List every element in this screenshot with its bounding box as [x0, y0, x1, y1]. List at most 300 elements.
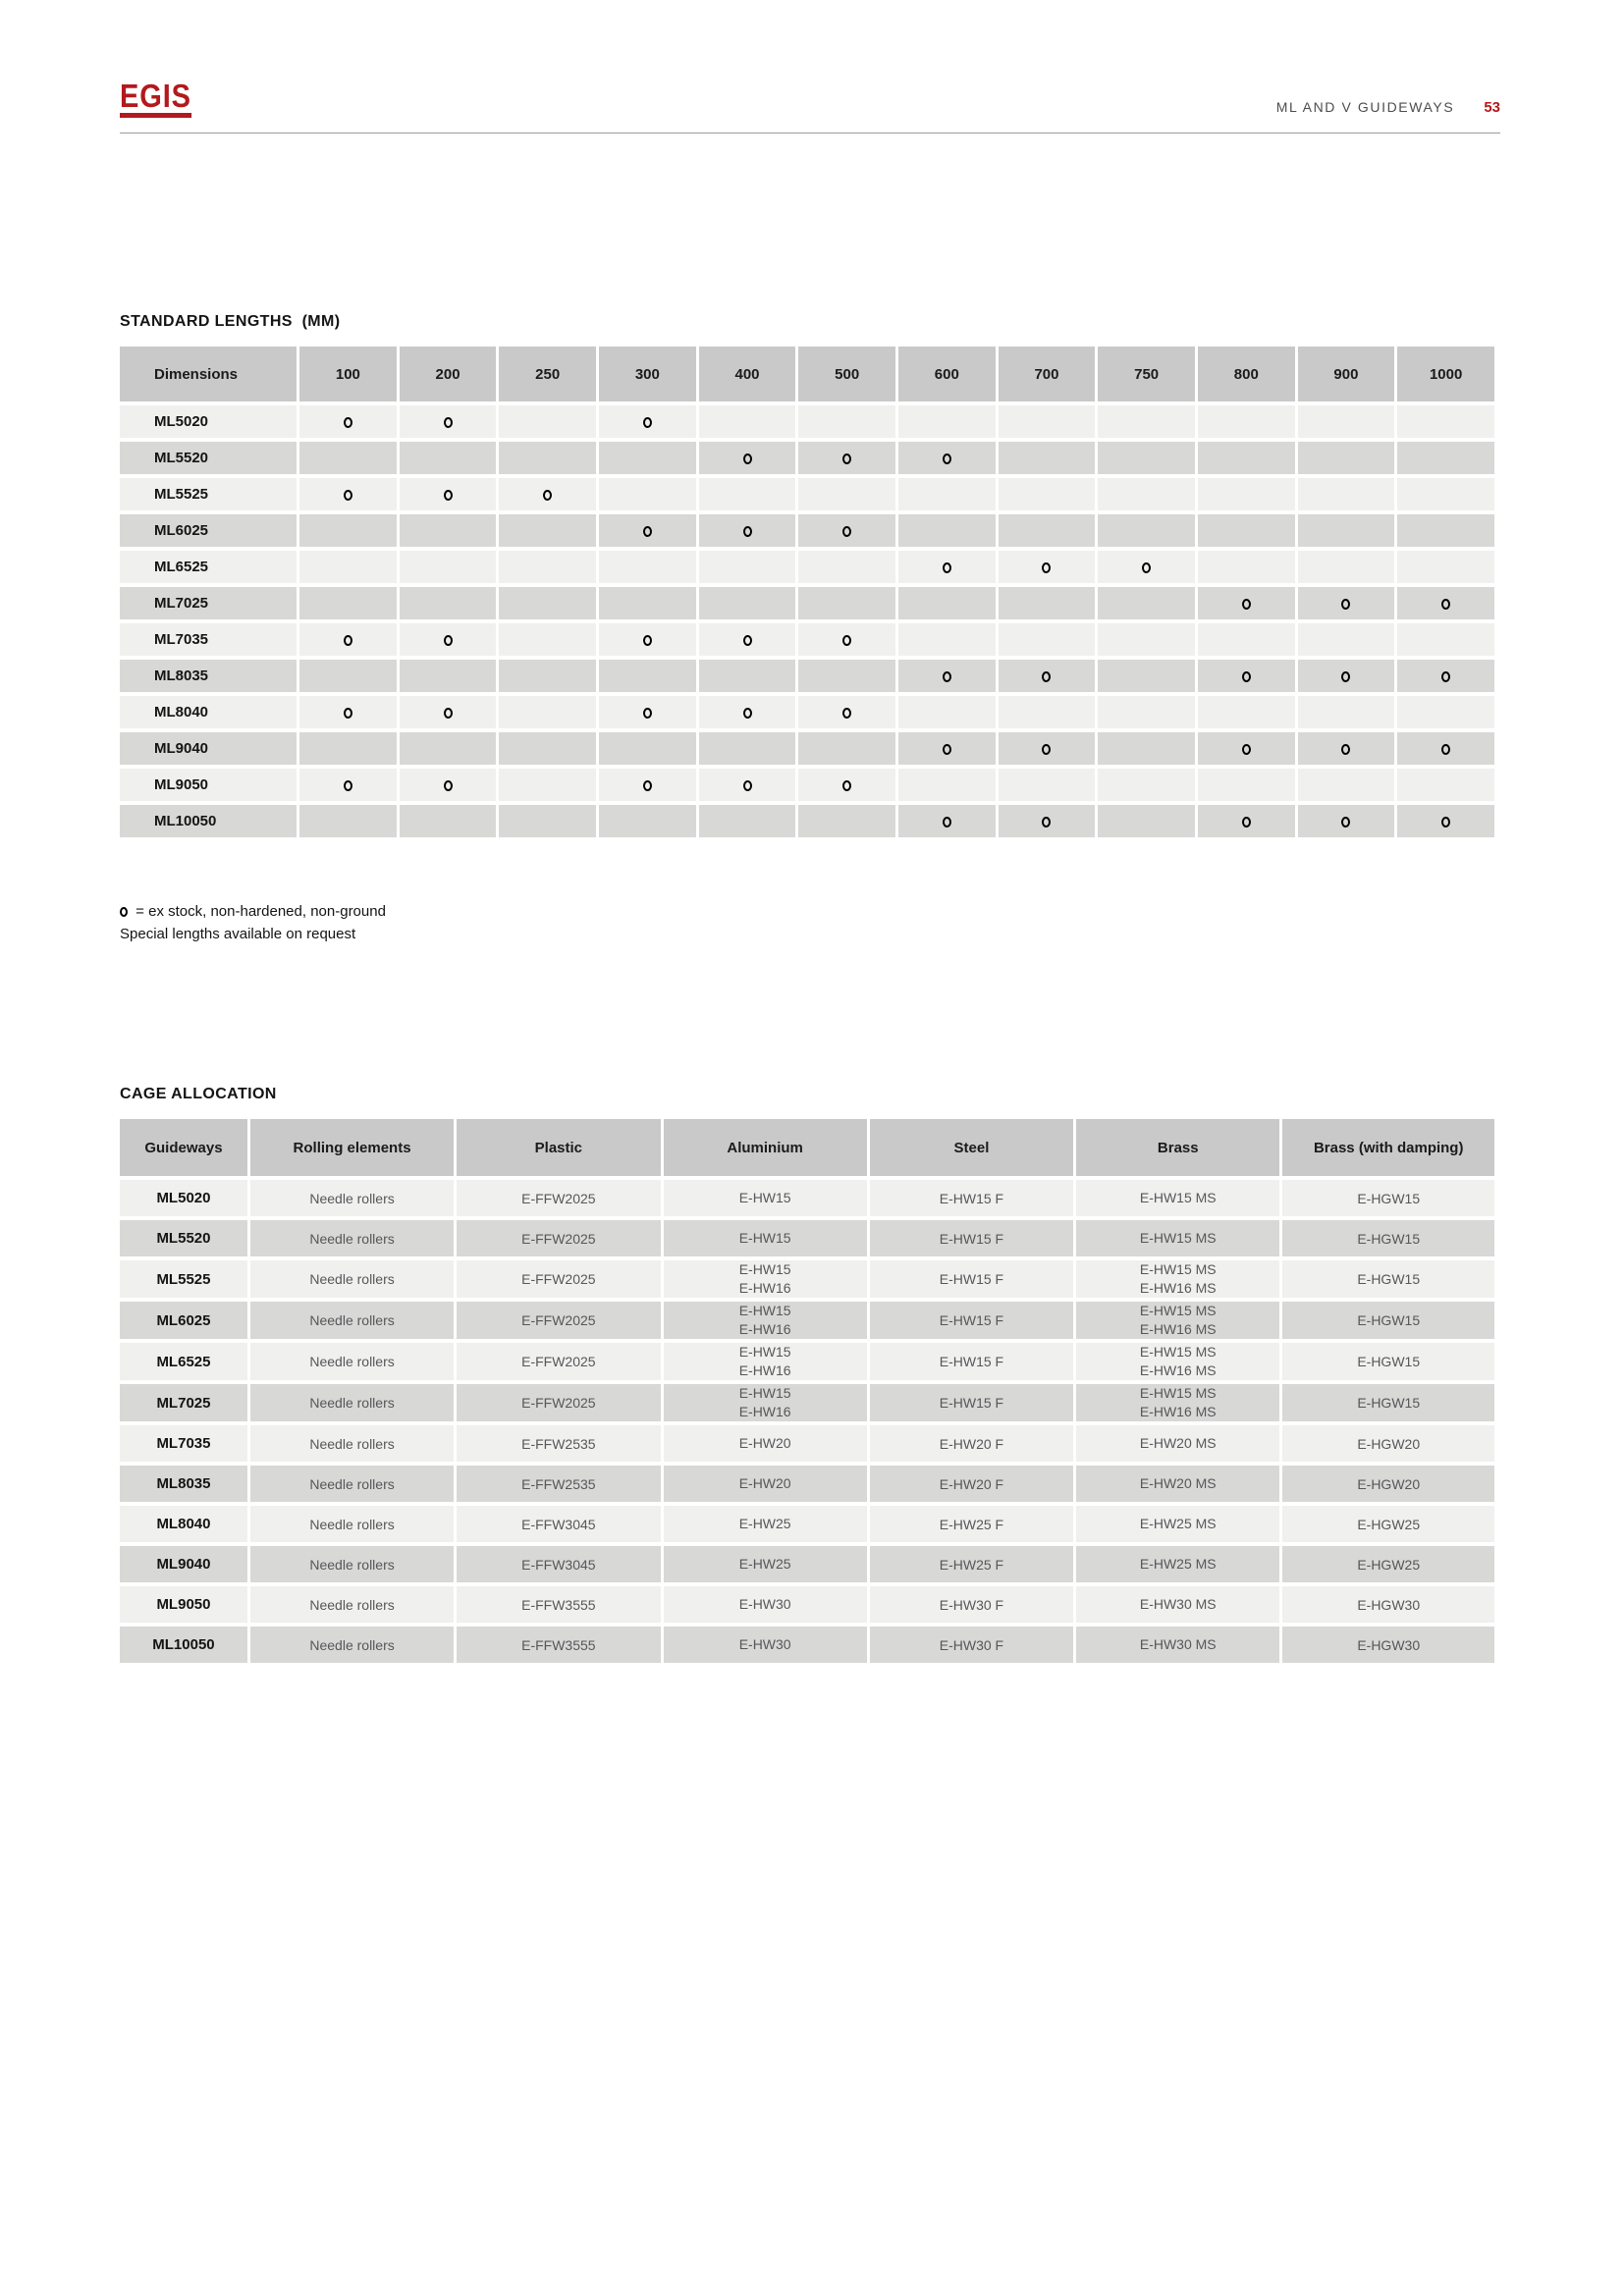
sl-cell-ML9050-750 — [1098, 769, 1195, 801]
ca-cell-ML7035-aluminium — [664, 1425, 867, 1462]
ca-cell-ML8035-brass — [1076, 1466, 1279, 1502]
sl-dimension-label: ML5520 — [120, 442, 297, 474]
sl-row-ML9050 — [120, 769, 1494, 801]
sl-cell-ML9050-1000 — [1397, 769, 1494, 801]
ca-cell-ML6025-aluminium — [664, 1302, 867, 1339]
sl-cell-ML5020-600 — [898, 405, 996, 438]
sl-cell-ML10050-800 — [1198, 805, 1295, 837]
ca-row-ML9040 — [120, 1546, 1494, 1582]
ca-cell-ML6025-guideway: ML6025 — [120, 1302, 247, 1339]
stock-circle-icon — [743, 708, 752, 719]
sl-cell-ML10050-500 — [798, 805, 895, 837]
ca-cell-ML7025-plastic: E-FFW2025 — [457, 1384, 660, 1421]
sl-col-900: 900 — [1298, 347, 1395, 401]
sl-col-500: 500 — [798, 347, 895, 401]
sl-cell-ML7025-100 — [299, 587, 397, 619]
stock-circle-icon — [344, 490, 352, 501]
ca-cell-ML10050-damping: E-HGW30 — [1282, 1627, 1494, 1663]
stock-circle-icon — [120, 907, 128, 917]
sl-dimension-label: ML7035 — [120, 623, 297, 656]
sl-cell-ML8035-900 — [1298, 660, 1395, 692]
sl-cell-ML6025-700 — [999, 514, 1096, 547]
ca-cell-ML5520-rolling: Needle rollers — [250, 1220, 454, 1256]
sl-cell-ML7025-600 — [898, 587, 996, 619]
ca-cell-line: E-HW16 MS — [1139, 1321, 1217, 1338]
ca-cell-ML9050-aluminium — [664, 1586, 867, 1623]
ca-cell-ML9040-rolling: Needle rollers — [250, 1546, 454, 1582]
stock-circle-icon — [943, 562, 951, 573]
sl-cell-ML7035-750 — [1098, 623, 1195, 656]
sl-cell-ML6525-200 — [400, 551, 497, 583]
sl-cell-ML5520-600 — [898, 442, 996, 474]
sl-cell-ML5020-400 — [699, 405, 796, 438]
sl-cell-ML8040-100 — [299, 696, 397, 728]
sl-cell-ML6025-1000 — [1397, 514, 1494, 547]
sl-cell-ML5525-800 — [1198, 478, 1295, 510]
sl-cell-ML7025-300 — [599, 587, 696, 619]
ca-cell-ML8035-rolling: Needle rollers — [250, 1466, 454, 1502]
ca-cell-ML5520-damping: E-HGW15 — [1282, 1220, 1494, 1256]
sl-cell-ML5020-800 — [1198, 405, 1295, 438]
ca-row-ML7035 — [120, 1425, 1494, 1462]
ca-cell-ML5520-aluminium — [664, 1220, 867, 1256]
sl-cell-ML5520-200 — [400, 442, 497, 474]
sl-cell-ML5520-400 — [699, 442, 796, 474]
sl-cell-ML6025-300 — [599, 514, 696, 547]
ca-cell-line: E-HW25 — [738, 1556, 791, 1573]
sl-cell-ML5520-900 — [1298, 442, 1395, 474]
sl-cell-ML8040-700 — [999, 696, 1096, 728]
stock-circle-icon — [444, 708, 453, 719]
stock-circle-icon — [1142, 562, 1151, 573]
ca-cell-ML7035-guideway: ML7035 — [120, 1425, 247, 1462]
ca-cell-line: E-HW16 — [738, 1362, 791, 1379]
stock-circle-icon — [444, 635, 453, 646]
sl-cell-ML5525-100 — [299, 478, 397, 510]
sl-cell-ML6025-750 — [1098, 514, 1195, 547]
ca-cell-ML5525-plastic: E-FFW2025 — [457, 1260, 660, 1298]
ca-col-0: Guideways — [120, 1119, 247, 1176]
stock-circle-icon — [943, 744, 951, 755]
sl-dimension-label: ML8035 — [120, 660, 297, 692]
ca-cell-ML10050-brass — [1076, 1627, 1279, 1663]
sl-cell-ML5520-250 — [499, 442, 596, 474]
ca-row-ML5520 — [120, 1220, 1494, 1256]
ca-cell-ML9040-plastic: E-FFW3045 — [457, 1546, 660, 1582]
sl-dimension-label: ML7025 — [120, 587, 297, 619]
sl-cell-ML7035-800 — [1198, 623, 1295, 656]
sl-cell-ML5020-500 — [798, 405, 895, 438]
stock-circle-icon — [842, 454, 851, 464]
ca-cell-line: E-HW15 — [738, 1230, 791, 1247]
sl-cell-ML8040-200 — [400, 696, 497, 728]
sl-row-ML8040 — [120, 696, 1494, 728]
stock-circle-icon — [1341, 817, 1350, 828]
sl-cell-ML8035-300 — [599, 660, 696, 692]
sl-cell-ML6025-600 — [898, 514, 996, 547]
stock-circle-icon — [743, 526, 752, 537]
stock-circle-icon — [344, 417, 352, 428]
ca-cell-ML6025-plastic: E-FFW2025 — [457, 1302, 660, 1339]
ca-cell-line: E-HW15 MS — [1139, 1190, 1217, 1206]
sl-row-ML7035 — [120, 623, 1494, 656]
sl-dimension-label: ML9040 — [120, 732, 297, 765]
egis-logo: EGIS — [120, 82, 191, 118]
sl-cell-ML6525-600 — [898, 551, 996, 583]
sl-cell-ML5520-700 — [999, 442, 1096, 474]
sl-cell-ML10050-200 — [400, 805, 497, 837]
ca-col-6: Brass (with damping) — [1282, 1119, 1494, 1176]
ca-cell-line: E-HW15 MS — [1139, 1230, 1217, 1247]
sl-cell-ML9050-250 — [499, 769, 596, 801]
sl-cell-ML5520-100 — [299, 442, 397, 474]
stock-circle-icon — [743, 635, 752, 646]
ca-cell-ML9050-rolling: Needle rollers — [250, 1586, 454, 1623]
sl-col-dimensions: Dimensions — [120, 347, 297, 401]
ca-cell-ML8035-damping: E-HGW20 — [1282, 1466, 1494, 1502]
ca-cell-ML6025-brass — [1076, 1302, 1279, 1339]
ca-cell-ML5525-guideway: ML5525 — [120, 1260, 247, 1298]
sl-cell-ML8035-800 — [1198, 660, 1295, 692]
ca-cell-ML9050-guideway: ML9050 — [120, 1586, 247, 1623]
ca-cell-line: E-HW30 — [738, 1636, 791, 1653]
sl-cell-ML6525-750 — [1098, 551, 1195, 583]
sl-cell-ML8035-750 — [1098, 660, 1195, 692]
ca-cell-ML8040-aluminium — [664, 1506, 867, 1542]
sl-cell-ML6525-700 — [999, 551, 1096, 583]
sl-row-ML5020 — [120, 405, 1494, 438]
ca-cell-ML8035-plastic: E-FFW2535 — [457, 1466, 660, 1502]
sl-cell-ML10050-1000 — [1397, 805, 1494, 837]
ca-cell-ML10050-plastic: E-FFW3555 — [457, 1627, 660, 1663]
ca-cell-ML8040-steel: E-HW25 F — [870, 1506, 1073, 1542]
ca-col-4: Steel — [870, 1119, 1073, 1176]
sl-cell-ML6525-1000 — [1397, 551, 1494, 583]
legend-line-2: Special lengths available on request — [120, 926, 356, 943]
stock-circle-icon — [743, 780, 752, 791]
sl-cell-ML8035-250 — [499, 660, 596, 692]
ca-cell-ML5020-guideway: ML5020 — [120, 1180, 247, 1216]
ca-cell-ML8040-guideway: ML8040 — [120, 1506, 247, 1542]
stock-circle-icon — [1242, 599, 1251, 610]
stock-circle-icon — [444, 780, 453, 791]
sl-cell-ML7025-750 — [1098, 587, 1195, 619]
ca-cell-ML7025-damping: E-HGW15 — [1282, 1384, 1494, 1421]
sl-col-750: 750 — [1098, 347, 1195, 401]
stock-circle-icon — [943, 454, 951, 464]
ca-row-ML5525 — [120, 1260, 1494, 1298]
ca-col-2: Plastic — [457, 1119, 660, 1176]
sl-dimension-label: ML6025 — [120, 514, 297, 547]
sl-cell-ML10050-900 — [1298, 805, 1395, 837]
stock-circle-icon — [943, 817, 951, 828]
sl-cell-ML5020-300 — [599, 405, 696, 438]
ca-cell-line: E-HW16 — [738, 1404, 791, 1420]
sl-cell-ML5020-1000 — [1397, 405, 1494, 438]
sl-cell-ML5525-250 — [499, 478, 596, 510]
sl-cell-ML8040-600 — [898, 696, 996, 728]
ca-row-ML9050 — [120, 1586, 1494, 1623]
sl-cell-ML10050-300 — [599, 805, 696, 837]
sl-cell-ML8040-800 — [1198, 696, 1295, 728]
stock-circle-icon — [943, 671, 951, 682]
ca-cell-line: E-HW16 — [738, 1280, 791, 1297]
running-title: ML AND V GUIDEWAYS — [1275, 99, 1455, 116]
sl-dimension-label: ML5525 — [120, 478, 297, 510]
sl-cell-ML10050-700 — [999, 805, 1096, 837]
ca-cell-ML5020-aluminium — [664, 1180, 867, 1216]
sl-cell-ML5525-300 — [599, 478, 696, 510]
stock-circle-icon — [643, 417, 652, 428]
sl-cell-ML5525-200 — [400, 478, 497, 510]
ca-cell-line: E-HW30 MS — [1139, 1596, 1217, 1613]
ca-cell-line: E-HW15 — [738, 1344, 791, 1361]
stock-legend — [120, 900, 1500, 945]
sl-row-ML6525 — [120, 551, 1494, 583]
standard-lengths-table-head — [120, 347, 1494, 401]
stock-circle-icon — [344, 635, 352, 646]
stock-circle-icon — [842, 526, 851, 537]
sl-cell-ML6525-100 — [299, 551, 397, 583]
sl-cell-ML9040-750 — [1098, 732, 1195, 765]
sl-cell-ML5020-750 — [1098, 405, 1195, 438]
sl-dimension-label: ML10050 — [120, 805, 297, 837]
ca-cell-ML8035-steel: E-HW20 F — [870, 1466, 1073, 1502]
sl-cell-ML8040-400 — [699, 696, 796, 728]
ca-cell-ML6025-rolling: Needle rollers — [250, 1302, 454, 1339]
ca-cell-ML5520-guideway: ML5520 — [120, 1220, 247, 1256]
ca-cell-ML6525-guideway: ML6525 — [120, 1343, 247, 1380]
ca-cell-ML9040-damping: E-HGW25 — [1282, 1546, 1494, 1582]
stock-circle-icon — [1341, 744, 1350, 755]
sl-cell-ML9040-500 — [798, 732, 895, 765]
cage-allocation-title: CAGE ALLOCATION — [120, 1086, 277, 1103]
stock-circle-icon — [344, 780, 352, 791]
ca-cell-ML5525-brass — [1076, 1260, 1279, 1298]
sl-cell-ML9050-200 — [400, 769, 497, 801]
ca-cell-ML5520-plastic: E-FFW2025 — [457, 1220, 660, 1256]
sl-cell-ML7025-250 — [499, 587, 596, 619]
sl-cell-ML9040-250 — [499, 732, 596, 765]
sl-cell-ML6525-900 — [1298, 551, 1395, 583]
ca-cell-line: E-HW20 MS — [1139, 1435, 1217, 1452]
stock-circle-icon — [444, 417, 453, 428]
stock-circle-icon — [1042, 671, 1051, 682]
sl-cell-ML5520-300 — [599, 442, 696, 474]
standard-lengths-section — [120, 313, 1500, 945]
sl-col-1000: 1000 — [1397, 347, 1494, 401]
sl-cell-ML6025-500 — [798, 514, 895, 547]
sl-cell-ML6025-800 — [1198, 514, 1295, 547]
sl-row-ML6025 — [120, 514, 1494, 547]
ca-cell-line: E-HW15 MS — [1139, 1344, 1217, 1361]
stock-circle-icon — [743, 454, 752, 464]
ca-cell-ML6525-brass — [1076, 1343, 1279, 1380]
sl-cell-ML6525-300 — [599, 551, 696, 583]
ca-cell-ML8040-damping: E-HGW25 — [1282, 1506, 1494, 1542]
sl-cell-ML9050-400 — [699, 769, 796, 801]
stock-circle-icon — [1242, 744, 1251, 755]
sl-cell-ML9040-400 — [699, 732, 796, 765]
sl-cell-ML10050-250 — [499, 805, 596, 837]
ca-cell-ML5020-plastic: E-FFW2025 — [457, 1180, 660, 1216]
ca-cell-ML9050-brass — [1076, 1586, 1279, 1623]
sl-cell-ML9050-300 — [599, 769, 696, 801]
sl-cell-ML6025-100 — [299, 514, 397, 547]
ca-cell-line: E-HW20 — [738, 1435, 791, 1452]
ca-cell-ML8040-brass — [1076, 1506, 1279, 1542]
ca-cell-ML5525-aluminium — [664, 1260, 867, 1298]
sl-cell-ML8040-750 — [1098, 696, 1195, 728]
sl-cell-ML7035-200 — [400, 623, 497, 656]
sl-cell-ML5525-700 — [999, 478, 1096, 510]
sl-cell-ML7025-800 — [1198, 587, 1295, 619]
standard-lengths-header-row — [120, 347, 1494, 401]
sl-cell-ML7035-700 — [999, 623, 1096, 656]
ca-cell-ML5525-rolling: Needle rollers — [250, 1260, 454, 1298]
sl-cell-ML9050-500 — [798, 769, 895, 801]
stock-circle-icon — [1042, 562, 1051, 573]
ca-cell-ML7035-damping: E-HGW20 — [1282, 1425, 1494, 1462]
ca-cell-ML7035-steel: E-HW20 F — [870, 1425, 1073, 1462]
sl-cell-ML7025-1000 — [1397, 587, 1494, 619]
ca-cell-ML6025-steel: E-HW15 F — [870, 1302, 1073, 1339]
ca-col-5: Brass — [1076, 1119, 1279, 1176]
sl-cell-ML7035-1000 — [1397, 623, 1494, 656]
ca-cell-ML5020-steel: E-HW15 F — [870, 1180, 1073, 1216]
ca-cell-ML9050-plastic: E-FFW3555 — [457, 1586, 660, 1623]
stock-circle-icon — [543, 490, 552, 501]
stock-circle-icon — [1341, 599, 1350, 610]
ca-cell-line: E-HW15 — [738, 1303, 791, 1319]
ca-cell-ML7035-rolling: Needle rollers — [250, 1425, 454, 1462]
ca-cell-ML6025-damping: E-HGW15 — [1282, 1302, 1494, 1339]
sl-cell-ML6525-500 — [798, 551, 895, 583]
sl-col-700: 700 — [999, 347, 1096, 401]
sl-cell-ML7025-200 — [400, 587, 497, 619]
ca-row-ML6025 — [120, 1302, 1494, 1339]
sl-cell-ML8035-400 — [699, 660, 796, 692]
ca-cell-line: E-HW15 MS — [1139, 1303, 1217, 1319]
sl-cell-ML10050-750 — [1098, 805, 1195, 837]
sl-cell-ML6525-800 — [1198, 551, 1295, 583]
ca-cell-ML9050-steel: E-HW30 F — [870, 1586, 1073, 1623]
sl-cell-ML5520-800 — [1198, 442, 1295, 474]
sl-cell-ML7035-400 — [699, 623, 796, 656]
sl-row-ML10050 — [120, 805, 1494, 837]
sl-col-250: 250 — [499, 347, 596, 401]
sl-cell-ML10050-400 — [699, 805, 796, 837]
stock-circle-icon — [842, 780, 851, 791]
sl-dimension-label: ML9050 — [120, 769, 297, 801]
stock-circle-icon — [1341, 671, 1350, 682]
sl-cell-ML9040-200 — [400, 732, 497, 765]
sl-row-ML9040 — [120, 732, 1494, 765]
sl-cell-ML9040-300 — [599, 732, 696, 765]
ca-cell-ML7035-plastic: E-FFW2535 — [457, 1425, 660, 1462]
sl-cell-ML5520-750 — [1098, 442, 1195, 474]
ca-cell-line: E-HW25 MS — [1139, 1516, 1217, 1532]
ca-cell-line: E-HW15 — [738, 1190, 791, 1206]
cage-allocation-section — [120, 1086, 1500, 1667]
stock-circle-icon — [643, 635, 652, 646]
sl-cell-ML7025-900 — [1298, 587, 1395, 619]
ca-cell-ML8040-plastic: E-FFW3045 — [457, 1506, 660, 1542]
ca-cell-ML6525-damping: E-HGW15 — [1282, 1343, 1494, 1380]
ca-row-ML5020 — [120, 1180, 1494, 1216]
ca-cell-ML6525-steel: E-HW15 F — [870, 1343, 1073, 1380]
sl-cell-ML7025-700 — [999, 587, 1096, 619]
sl-cell-ML9050-600 — [898, 769, 996, 801]
ca-cell-ML7025-guideway: ML7025 — [120, 1384, 247, 1421]
ca-cell-line: E-HW16 — [738, 1321, 791, 1338]
sl-col-200: 200 — [400, 347, 497, 401]
ca-row-ML8035 — [120, 1466, 1494, 1502]
ca-col-1: Rolling elements — [250, 1119, 454, 1176]
ca-cell-ML7035-brass — [1076, 1425, 1279, 1462]
stock-circle-icon — [643, 526, 652, 537]
standard-lengths-title: STANDARD LENGTHS (MM) — [120, 313, 341, 331]
sl-col-400: 400 — [699, 347, 796, 401]
sl-cell-ML5525-400 — [699, 478, 796, 510]
sl-cell-ML6025-200 — [400, 514, 497, 547]
standard-lengths-table-body — [120, 405, 1494, 837]
ca-cell-ML5520-steel: E-HW15 F — [870, 1220, 1073, 1256]
ca-cell-ML9040-guideway: ML9040 — [120, 1546, 247, 1582]
stock-circle-icon — [344, 708, 352, 719]
ca-cell-ML5020-damping: E-HGW15 — [1282, 1180, 1494, 1216]
sl-cell-ML10050-100 — [299, 805, 397, 837]
ca-cell-ML10050-steel: E-HW30 F — [870, 1627, 1073, 1663]
sl-cell-ML6525-400 — [699, 551, 796, 583]
legend-line-1: = ex stock, non-hardened, non-ground — [135, 903, 386, 921]
ca-cell-ML8040-rolling: Needle rollers — [250, 1506, 454, 1542]
ca-cell-line: E-HW30 — [738, 1596, 791, 1613]
ca-cell-ML9040-steel: E-HW25 F — [870, 1546, 1073, 1582]
ca-cell-ML8035-aluminium — [664, 1466, 867, 1502]
page-header — [120, 0, 1500, 118]
sl-cell-ML6025-250 — [499, 514, 596, 547]
sl-cell-ML8035-200 — [400, 660, 497, 692]
sl-row-ML8035 — [120, 660, 1494, 692]
sl-cell-ML7035-900 — [1298, 623, 1395, 656]
ca-cell-line: E-HW15 MS — [1139, 1385, 1217, 1402]
cage-allocation-header-row — [120, 1119, 1494, 1176]
page-number: 53 — [1484, 99, 1500, 117]
sl-cell-ML8035-1000 — [1397, 660, 1494, 692]
sl-cell-ML5525-750 — [1098, 478, 1195, 510]
ca-cell-ML5525-steel: E-HW15 F — [870, 1260, 1073, 1298]
ca-cell-line: E-HW20 — [738, 1475, 791, 1492]
ca-cell-ML9040-aluminium — [664, 1546, 867, 1582]
sl-cell-ML7035-100 — [299, 623, 397, 656]
stock-circle-icon — [842, 708, 851, 719]
ca-cell-line: E-HW16 MS — [1139, 1362, 1217, 1379]
ca-cell-line: E-HW16 MS — [1139, 1404, 1217, 1420]
ca-cell-ML9050-damping: E-HGW30 — [1282, 1586, 1494, 1623]
ca-cell-ML5020-brass — [1076, 1180, 1279, 1216]
sl-row-ML5525 — [120, 478, 1494, 510]
stock-circle-icon — [1242, 817, 1251, 828]
sl-dimension-label: ML5020 — [120, 405, 297, 438]
ca-cell-ML5520-brass — [1076, 1220, 1279, 1256]
ca-row-ML7025 — [120, 1384, 1494, 1421]
sl-row-ML7025 — [120, 587, 1494, 619]
ca-cell-ML9040-brass — [1076, 1546, 1279, 1582]
sl-cell-ML5020-250 — [499, 405, 596, 438]
sl-cell-ML8035-700 — [999, 660, 1096, 692]
ca-cell-ML8035-guideway: ML8035 — [120, 1466, 247, 1502]
